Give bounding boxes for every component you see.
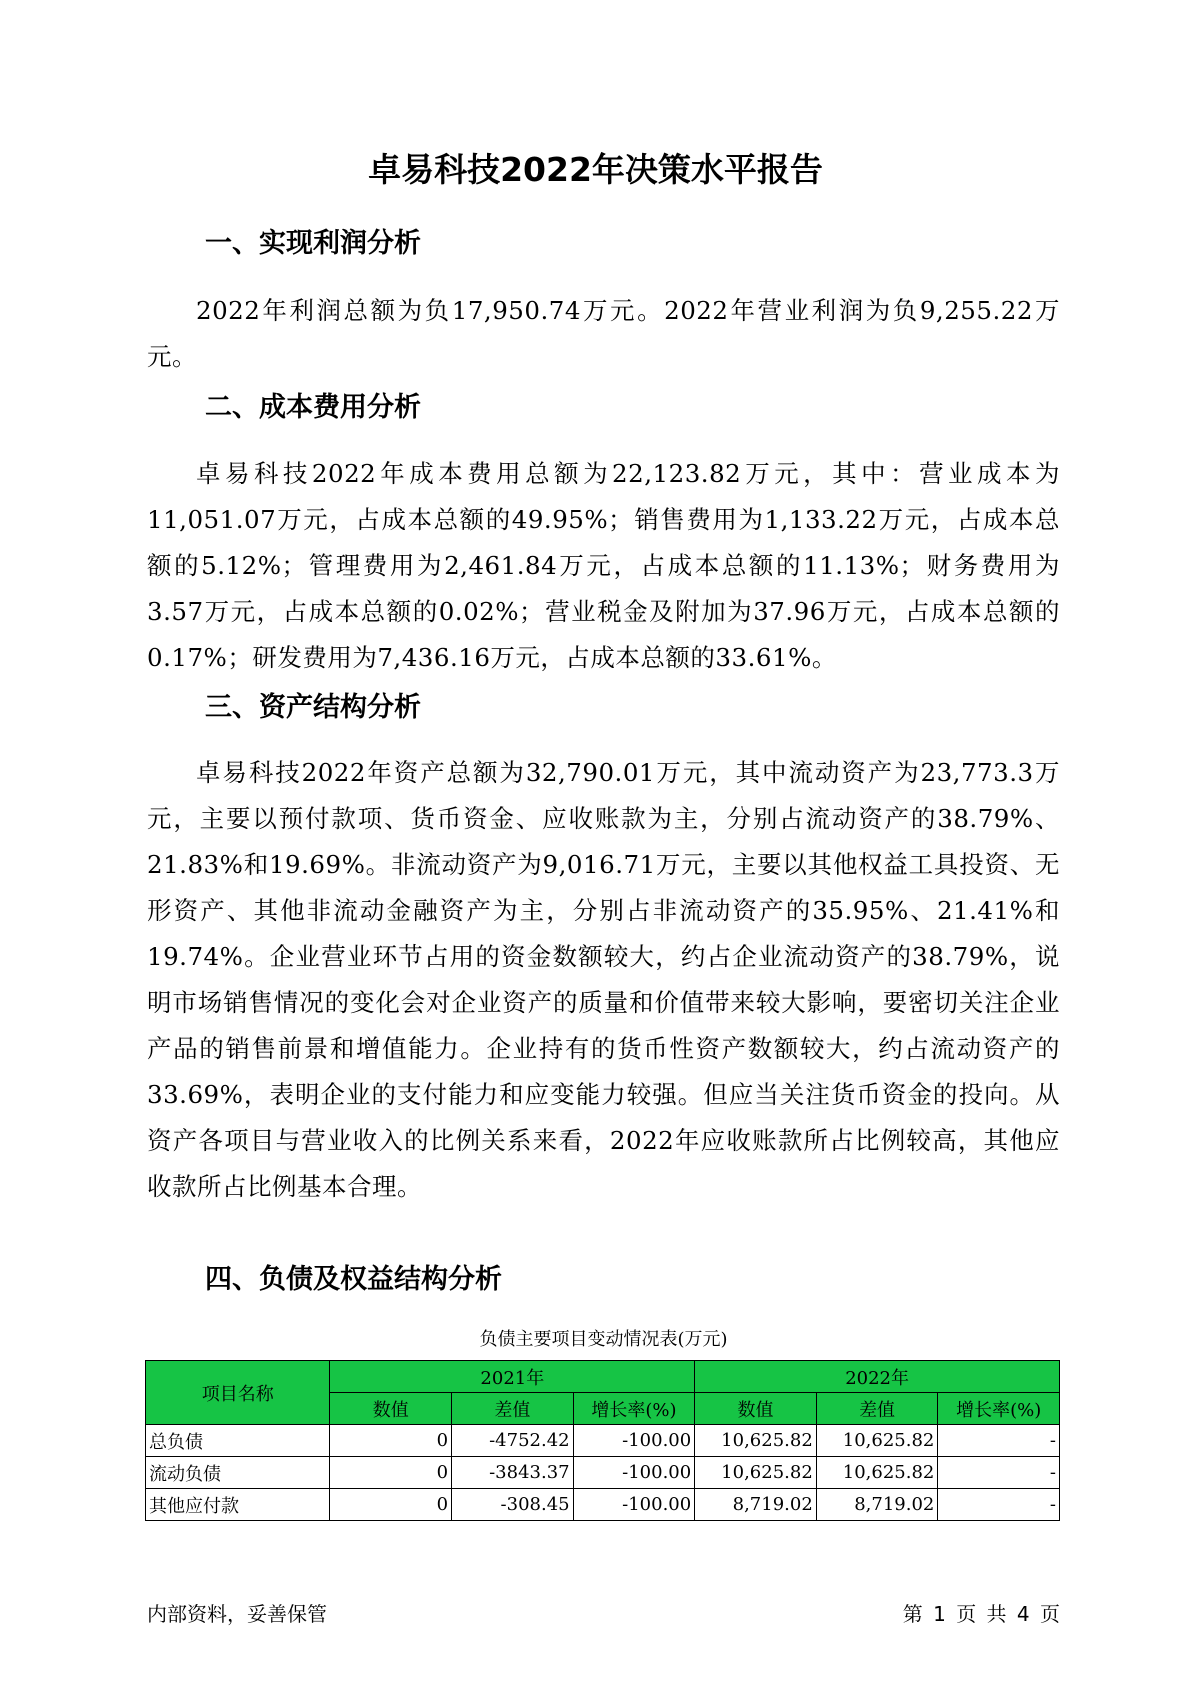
liabilities-table: [145, 1360, 1060, 1521]
cell: 0: [330, 1489, 452, 1521]
table-row: [146, 1489, 1060, 1521]
subheader-diff-2021: 差值: [452, 1393, 574, 1425]
cell: 10,625.82: [695, 1425, 817, 1457]
cell: -4752.42: [452, 1425, 574, 1457]
cell: -100.00: [573, 1425, 695, 1457]
subheader-growth-2021: 增长率(%): [573, 1393, 695, 1425]
header-item-name: 项目名称: [146, 1361, 330, 1425]
cell: -: [938, 1425, 1060, 1457]
row-name: 流动负债: [146, 1457, 330, 1489]
cell: 10,625.82: [816, 1457, 938, 1489]
subheader-value-2021: 数值: [330, 1393, 452, 1425]
subheader-diff-2022: 差值: [816, 1393, 938, 1425]
subheader-value-2022: 数值: [695, 1393, 817, 1425]
table-caption: 负债主要项目变动情况表(万元): [479, 1329, 728, 1350]
row-name: 总负债: [146, 1425, 330, 1457]
section-heading-liabilities: 四、负债及权益结构分析: [205, 1264, 502, 1295]
footer-page-number: 第 1 页 共 4 页: [902, 1602, 1060, 1626]
section-heading-profit: 一、实现利润分析: [205, 228, 421, 259]
cell: -100.00: [573, 1489, 695, 1521]
section-paragraph-assets: 卓易科技2022年资产总额为32,790.01万元，其中流动资产为23,773.3万元，主要以预付款项、货币资金、应收账款为主，分别占流动资产的38.79%、21.83%和19.69%。非流动资产为9,016.71万元，主要以其他权益工具投资、无形资产、其他非流动金融资产为主，分别占非流动资产的35.95%、21.41%和19.74%。企业营业环节占用的资金数额较大，约占企业流动资产的38.79%，说明市场销售情况的变化会对企业资产的质量和价值带来较大影响，要密切关注企业产品的销售前景和增值能力。企业持有的货币性资产数额较大，约占流动资产的33.69%，表明企业的支付能力和应变能力较强。但应当关注货币资金的投向。从资产各项目与营业收入的比例关系来看，2022年应收账款所占比例较高，其他应收款所占比例基本合理。: [147, 758, 1060, 1201]
cell: 10,625.82: [816, 1425, 938, 1457]
table-header-row: [146, 1361, 1060, 1393]
subheader-growth-2022: 增长率(%): [938, 1393, 1060, 1425]
section-paragraph-cost: 卓易科技2022年成本费用总额为22,123.82万元，其中：营业成本为11,051.07万元，占成本总额的49.95%；销售费用为1,133.22万元，占成本总额的5.12%；管理费用为2,461.84万元，占成本总额的11.13%；财务费用为3.57万元，占成本总额的0.02%；营业税金及附加为37.96万元，占成本总额的0.17%；研发费用为7,436.16万元，占成本总额的33.61%。: [147, 459, 1060, 672]
section-heading-cost: 二、成本费用分析: [205, 392, 421, 423]
row-name: 其他应付款: [146, 1489, 330, 1521]
header-year-2022: 2022年: [695, 1361, 1060, 1393]
cell: -100.00: [573, 1457, 695, 1489]
header-year-2021: 2021年: [330, 1361, 695, 1393]
cell: -3843.37: [452, 1457, 574, 1489]
section-heading-assets: 三、资产结构分析: [205, 692, 421, 723]
footer-confidential-note: 内部资料，妥善保管: [147, 1602, 327, 1626]
cell: 10,625.82: [695, 1457, 817, 1489]
cell: -308.45: [452, 1489, 574, 1521]
cell: -: [938, 1457, 1060, 1489]
table-row: [146, 1425, 1060, 1457]
cell: -: [938, 1489, 1060, 1521]
cell: 8,719.02: [816, 1489, 938, 1521]
cell: 0: [330, 1457, 452, 1489]
table-row: [146, 1457, 1060, 1489]
cell: 8,719.02: [695, 1489, 817, 1521]
cell: 0: [330, 1425, 452, 1457]
section-paragraph-profit: 2022年利润总额为负17,950.74万元。2022年营业利润为负9,255.22万元。: [147, 296, 1060, 371]
document-title: 卓易科技2022年决策水平报告: [368, 150, 823, 189]
